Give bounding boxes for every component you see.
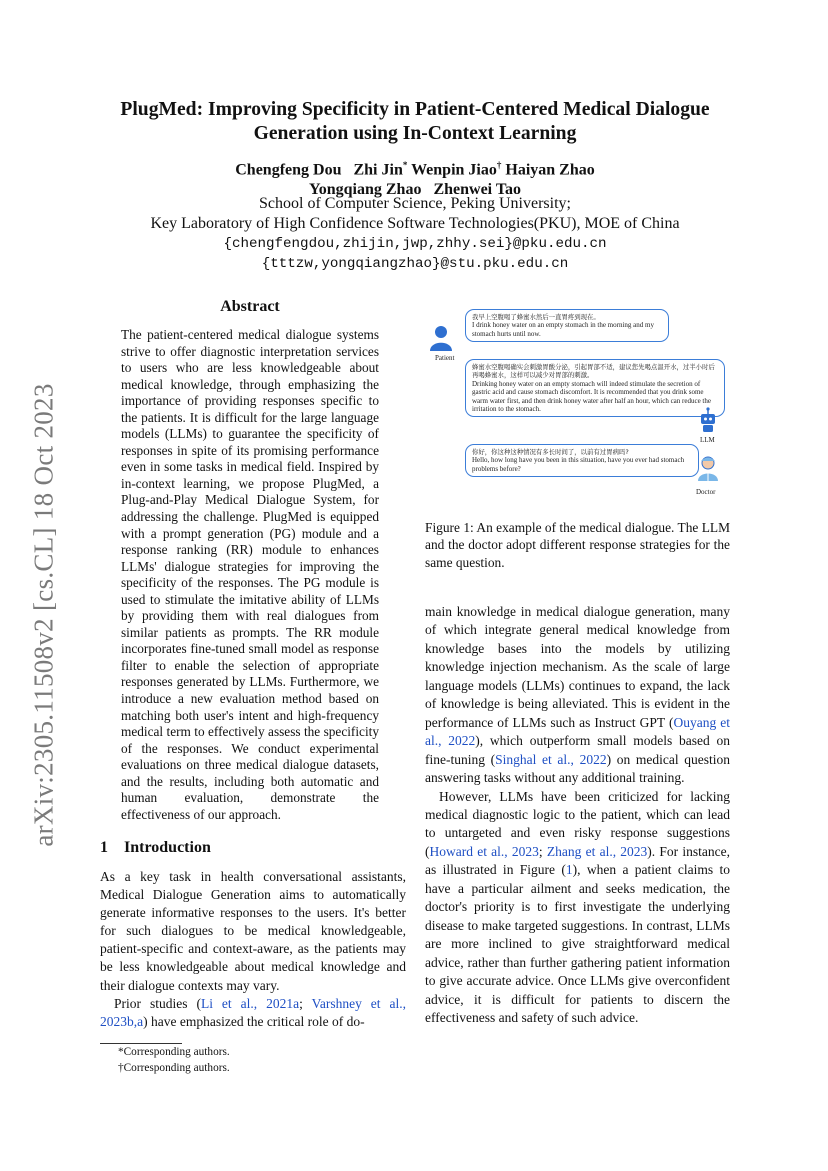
doctor-icon [697, 455, 719, 481]
doctor-label: Doctor [696, 488, 716, 496]
author-1: Chengfeng Dou [235, 161, 342, 179]
doctor-text-en: Hello, how long have you been in this situation, have you ever had stomach problems before? [472, 456, 685, 473]
section-title: Introduction [124, 839, 211, 856]
title-line-1: PlugMed: Improving Specificity in Patient-Centered Medical Dialogue [120, 99, 710, 120]
author-3-mark: † [496, 160, 502, 170]
email-line-1: {chengfengdou,zhijin,jwp,zhhy.sei}@pku.edu.cn [223, 236, 607, 252]
citation-link[interactable]: Ouyang et al., 2022 [425, 714, 731, 749]
text-run: However, LLMs have been criticized for lacking medical diagnostic logic to the patient, which can lead to untargeted and even risky response suggestions ( [425, 788, 730, 859]
patient-label: Patient [435, 354, 455, 362]
arxiv-stamp [24, 365, 64, 865]
citation-link[interactable]: Singhal et al., 2022 [495, 751, 607, 767]
patient-bubble [465, 309, 669, 342]
author-3: Wenpin Jiao [411, 161, 497, 179]
doctor-text-zh: 你好，你这种这种情况有多长时间了，以前有过胃病吗? [472, 448, 629, 456]
doctor-bubble [465, 444, 699, 477]
abstract-heading: Abstract [220, 298, 280, 315]
section-number: 1 [100, 839, 108, 856]
footnote-1: *Corresponding authors. [118, 1046, 230, 1058]
text-run: main knowledge in medical dialogue generation, many of which integrate general medical knowledge from knowledge bases into the models by utilizing knowledge injection mechanism. As the scale of large language models (LLMs) continues to expand, the lack of knowledge is being alleviated. This is evident in the performance of LLMs such as Instruct GPT ( [425, 604, 730, 730]
llm-label: LLM [700, 436, 715, 444]
intro-paragraph-2 [100, 995, 406, 1031]
citation-link[interactable]: Zhang et al., 2023 [546, 843, 648, 859]
figure-caption: Figure 1: An example of the medical dialogue. The LLM and the doctor adopt different response strategies for the same question. [425, 520, 730, 570]
title-line-2: Generation using In-Context Learning [253, 123, 577, 144]
section-heading [100, 839, 211, 857]
text-run: ), when a patient claims to have a particular ailment and seeks medication, the doctor's priority is to first investigate the underlying disease to make targeted suggestions. In contrast, LLMs are more inclined to give straightforward medical advice, rather than further gathering patient information to give accurate advice. Once LLMs give overconfident advice, it is difficult for patients to discern the effectiveness and safety of such advice. [425, 862, 730, 1025]
intro-left-column [100, 868, 406, 1031]
llm-text-zh: 蜂蜜水空腹喝确实会刺激胃酸分泌，引起胃部不适，建议您先喝点温开水，过半小时后再喝蜂蜜水，这样可以减少对胃部的刺激。 [472, 363, 715, 380]
affiliation-block [100, 194, 730, 274]
intro-paragraph-1: As a key task in health conversational assistants, Medical Dialogue Generation aims to automatically generate informative responses to the users. It's better for such dialogues to be medical knowledgeable, patient-specific and context-aware, as the patients may be less knowledgeable about medical knowledge and their dialogue contexts may vary. [100, 869, 406, 993]
text-run: ; [299, 995, 312, 1011]
patient-icon [429, 325, 453, 351]
text-run: ), which outperform small models based on fine-tuning ( [425, 733, 731, 767]
author-6: Zhenwei Tao [433, 181, 522, 199]
paper-title [100, 98, 730, 146]
abstract-text: The patient-centered medical dialogue systems strive to offer diagnostic interpretation services to users who are less knowledgeable about medical knowledge, through emphasizing the importance of providing responses specific to the patients. It is difficult for the large language models (LLMs) to guarantee the specificity of responses in spite of its promising performance even in some tasks in medical field. Inspired by in-context learning, we propose PlugMed, a Plug-and-Play Medical Dialogue System, for addressing the challenge. PlugMed is equipped with a prompt generation (PG) module and a response ranking (RR) module to enhances LLMs' dialogue strategies for improving the specificity of the responses. The PG module is used to stimulate the imitative ability of LLMs by providing them with real dialogues from similar patients as prompts. The RR module incorporates fine-tuned small model as response filter to enable the selection of appropriate responses generated by LLMs. Furthermore, we introduce a new evaluation method based on matching both user's intent and high-frequency medical term to effectively assess the specificity of the responses. We conduct experimental evaluations on three medical dialogue datasets, and the results, including both automatic and human evaluation, demonstrate the effectiveness of our approach. [121, 327, 379, 822]
figure-dialogue [425, 303, 730, 503]
affiliation-line-1: School of Computer Science, Peking University; [259, 195, 571, 212]
author-2-mark: * [402, 160, 408, 170]
citation-link[interactable]: Li et al., 2021a [200, 995, 300, 1011]
arxiv-stamp-text: arXiv:2305.11508v2 [cs.CL] 18 Oct 2023 [28, 383, 59, 847]
intro-right-column [425, 603, 730, 1027]
author-2: Zhi Jin [353, 161, 403, 179]
patient-text-en: I drink honey water on an empty stomach in the morning and my stomach hurts until now. [472, 321, 654, 338]
right-paragraph-2 [425, 788, 730, 1028]
llm-bubble [465, 359, 725, 417]
text-run: ) have emphasized the critical role of do- [143, 1013, 365, 1029]
llm-text-en: Drinking honey water on an empty stomach will indeed stimulate the secretion of gastric acid and cause stomach discomfort. It is recommended that you drink some warm water first, and then drink honey water after half an hour, which can reduce the irritation to the stomach. [472, 379, 711, 414]
citation-link[interactable]: Varshney et al., 2023b,a [100, 995, 406, 1029]
figure-ref-link[interactable]: 1 [565, 862, 573, 878]
text-run: Prior studies ( [114, 995, 201, 1011]
text-run: ) on medical question answering tasks without any additional training. [425, 751, 730, 786]
text-run: ). For instance, as illustrated in Figure ( [425, 843, 730, 878]
citation-link[interactable]: Howard et al., 2023 [429, 843, 539, 859]
footnote-2: †Corresponding authors. [118, 1062, 230, 1074]
email-line-2: {tttzw,yongqiangzhao}@stu.pku.edu.cn [261, 256, 569, 272]
author-5: Yongqiang Zhao [308, 181, 422, 199]
footnote-rule [100, 1043, 182, 1044]
right-paragraph-1 [425, 603, 730, 788]
patient-text-zh: 我早上空腹喝了蜂蜜水然后一直胃疼到现在。 [472, 313, 600, 321]
affiliation-line-2: Key Laboratory of High Confidence Software Technologies(PKU), MOE of China [150, 215, 680, 232]
robot-icon [698, 407, 718, 433]
text-run: ; [538, 843, 547, 859]
author-4: Haiyan Zhao [505, 161, 595, 179]
